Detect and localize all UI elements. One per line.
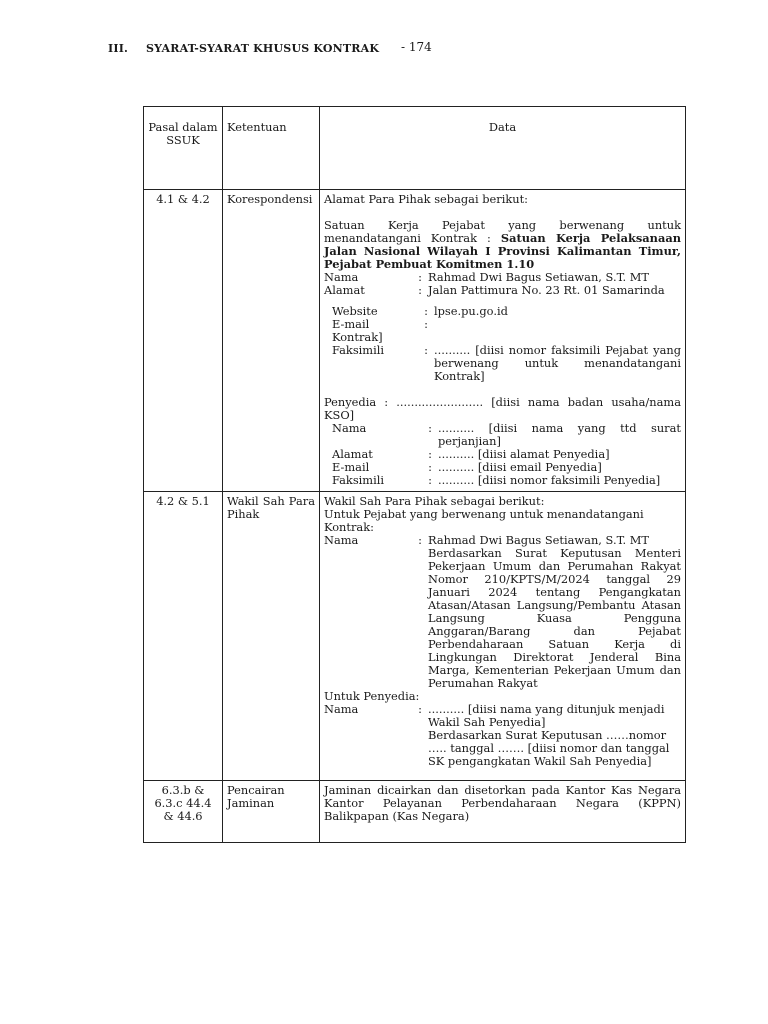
satker-block [324, 219, 681, 271]
penyedia-fax-row: Faksimili : .......... [diisi nomor faksimili Penyedia] [332, 474, 681, 487]
ketentuan-cell: Pencairan Jaminan [223, 781, 320, 843]
website-row: Website : lpse.pu.go.id [332, 305, 681, 318]
ppk-name-value: Rahmad Dwi Bagus Setiawan, S.T. MT [428, 270, 649, 284]
table-row [144, 781, 686, 843]
pasal-cell: 4.2 & 5.1 [144, 492, 223, 781]
penyedia-name-value: .......... [diisi nama yang ttd surat perjanjian] [438, 421, 681, 448]
penyedia-representative-label: Untuk Penyedia: [324, 689, 420, 703]
email-row: E-mail Kontrak] : [332, 318, 681, 344]
ppk-representative-name-label: Nama [324, 533, 359, 547]
fax-label: Faksimili [332, 343, 385, 357]
website-value: lpse.pu.go.id [434, 304, 508, 318]
data-cell [320, 190, 686, 492]
pasal-value: 6.3.b & 6.3.c 44.4 & 44.6 [154, 783, 212, 823]
ppk-representative-name: Rahmad Dwi Bagus Setiawan, S.T. MT [428, 533, 649, 547]
section-title: SYARAT-SYARAT KHUSUS KONTRAK [146, 42, 380, 55]
penyedia-address-value: .......... [diisi alamat Penyedia] [438, 447, 610, 461]
ppk-name-row: Nama : Rahmad Dwi Bagus Setiawan, S.T. MT [324, 271, 681, 284]
ppk-representative-label: Untuk Pejabat yang berwenang untuk menandatangani Kontrak: [324, 507, 644, 534]
ssuk-table [143, 106, 686, 843]
ppk-representative-row: Nama : Rahmad Dwi Bagus Setiawan, S.T. MT Berdasarkan Surat Keputusan Menteri Pekerjaan Umum dan Perumahan Rakyat Nomor 210/KPTS/M/2024 tanggal 29 Januari 2024 tentang Pengangkatan Atasan/Atasan Langsung/Pembantu Atasan Langsung Kuasa Pengguna Anggaran/Barang dan Pejabat Perbendaharaan Satuan Kerja di Lingkungan Direktorat Jenderal Bina Marga, Kementerian Pekerjaan Umum dan Perumahan Rakyat [324, 533, 681, 690]
data-cell [320, 492, 686, 781]
penyedia-fax-value: .......... [diisi nomor faksimili Penyedia] [438, 473, 661, 487]
pasal-cell: 4.1 & 4.2 [144, 190, 223, 492]
penyedia-address-row: Alamat : .......... [diisi alamat Penyedia] [332, 448, 681, 461]
header-data [320, 107, 686, 190]
penyedia-representative-row: Nama : .......... [diisi nama yang ditunjuk menjadi Wakil Sah Penyedia] Berdasarkan Surat Keputusan ……nomor ….. tanggal ……. [diisi nomor dan tanggal SK pengangkatan Wakil Sah Penyedia] [324, 703, 681, 768]
ppk-name-label: Nama [324, 270, 359, 284]
table-row [144, 492, 686, 781]
penyedia-name-row: Nama : .......... [diisi nama yang ttd surat perjanjian] [332, 421, 681, 448]
correspondence-intro: Alamat Para Pihak sebagai berikut: [324, 192, 528, 206]
data-cell: Jaminan dicairkan dan disetorkan pada Kantor Kas Negara Kantor Pelayanan Perbendaharaan Negara (KPPN) Balikpapan (Kas Negara) [320, 781, 686, 843]
table-row [144, 190, 686, 492]
representative-intro: Wakil Sah Para Pihak sebagai berikut: [324, 494, 545, 508]
table-header-row [144, 107, 686, 190]
email-value [434, 318, 681, 344]
penyedia-address-label: Alamat [332, 447, 373, 461]
satker-label: Satuan Kerja Pejabat yang berwenang untuk menandatangani Kontrak : [324, 218, 681, 245]
ppk-address-row: Alamat : Jalan Pattimura No. 23 Rt. 01 Samarinda [324, 284, 681, 297]
page-number: - 174 [401, 40, 432, 54]
ppk-address-label: Alamat [324, 283, 365, 297]
ppk-address-value: Jalan Pattimura No. 23 Rt. 01 Samarinda [428, 283, 665, 297]
penyedia-email-row: E-mail : .......... [diisi email Penyedia] [332, 461, 681, 474]
penyedia-fax-label: Faksimili [332, 473, 385, 487]
satker-name: Satuan Kerja Pelaksanaan Jalan Nasional Wilayah I Provinsi Kalimantan Timur, Pejabat Pembuat Komitmen 1.10 [324, 231, 681, 271]
email-label: E-mail Kontrak] [332, 317, 383, 344]
website-label: Website [332, 304, 378, 318]
penyedia-email-value: .......... [diisi email Penyedia] [438, 460, 602, 474]
header-pasal [144, 107, 223, 190]
penyedia-representative-name: .......... [diisi nama yang ditunjuk menjadi Wakil Sah Penyedia] [428, 702, 665, 729]
section-heading [108, 42, 379, 55]
header-ketentuan-label: Ketentuan [227, 120, 287, 134]
ketentuan-cell: Wakil Sah Para Pihak [223, 492, 320, 781]
ketentuan-cell: Korespondensi [223, 190, 320, 492]
penyedia-decree-text: Berdasarkan Surat Keputusan ……nomor ….. tanggal ……. [diisi nomor dan tanggal SK pengangkatan Wakil Sah Penyedia] [428, 728, 670, 768]
penyedia-line: Penyedia : ........................ [diisi nama badan usaha/nama KSO] [324, 395, 681, 422]
section-number: III. [108, 42, 129, 55]
ppk-decree-text: Berdasarkan Surat Keputusan Menteri Pekerjaan Umum dan Perumahan Rakyat Nomor 210/KPTS/M/2024 tanggal 29 Januari 2024 tentang Pengangkatan Atasan/Atasan Langsung/Pembantu Atasan Langsung Kuasa Pengguna Anggaran/Barang dan Pejabat Perbendaharaan Satuan Kerja di Lingkungan Direktorat Jenderal Bina Marga, Kementerian Pekerjaan Umum dan Perumahan Rakyat [428, 546, 681, 690]
penyedia-email-label: E-mail [332, 460, 370, 474]
fax-value: .......... [diisi nomor faksimili Pejabat yang berwenang untuk menandatangani Kontrak] [434, 343, 681, 383]
header-ketentuan [223, 107, 320, 190]
penyedia-representative-name-label: Nama [324, 702, 359, 716]
header-pasal-label: Pasal dalam SSUK [148, 120, 218, 147]
header-data-label: Data [488, 120, 517, 134]
pasal-cell [144, 781, 223, 843]
fax-row: Faksimili : .......... [diisi nomor faksimili Pejabat yang berwenang untuk menandatangani Kontrak] [332, 343, 681, 383]
penyedia-name-label: Nama [332, 421, 367, 435]
